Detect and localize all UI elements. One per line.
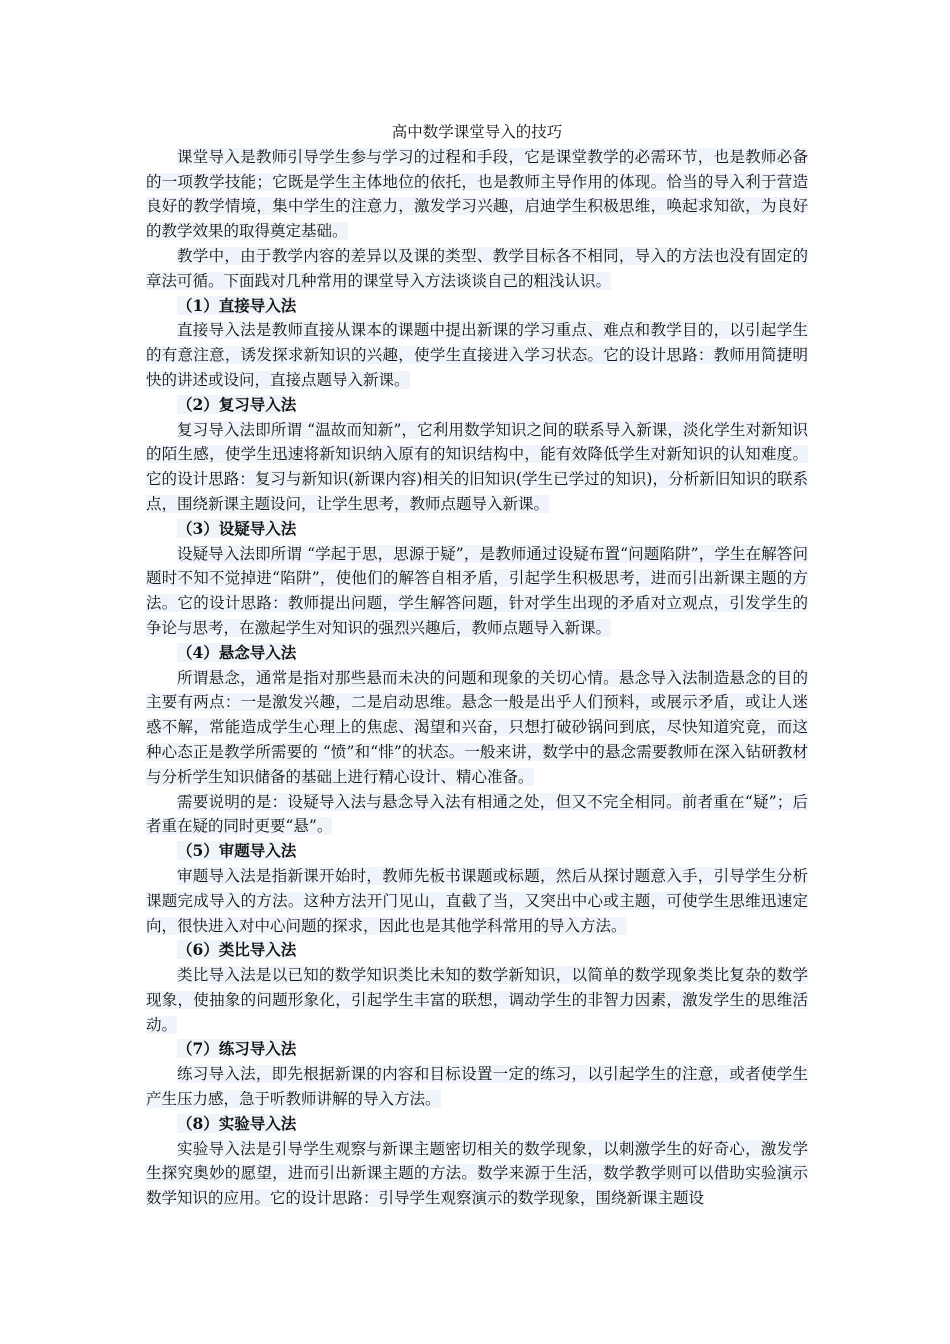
paragraph-text: 复习导入法即所谓 “温故而知新”，它利用数学知识之间的联系导入新课，淡化学生对新知识的陌生感，使学生迅速将新知识纳入原有的知识结构中，能有效降低学生对新知识的认知难度。它的设计思路：复习与新知识(新课内容)相关的旧知识(学生已学过的知识)，分析新旧知识的联系点，围绕新课主题设问，让学生思考，教师点题导入新课。 bbox=[146, 420, 808, 513]
paragraph-text: 练习导入法，即先根据新课的内容和目标设置一定的练习，以引起学生的注意，或者使学生产生压力感，急于听教师讲解的导入方法。 bbox=[146, 1065, 808, 1109]
heading-text: （4）悬念导入法 bbox=[177, 642, 297, 662]
paragraph-text: 需要说明的是：设疑导入法与悬念导入法有相通之处，但又不完全相同。前者重在“疑”；后者重在疑的同时更要“悬”。 bbox=[146, 792, 808, 836]
heading-text: （6）类比导入法 bbox=[177, 940, 297, 960]
heading-text: （5）审题导入法 bbox=[177, 841, 297, 861]
intro-paragraph-2 bbox=[146, 244, 808, 294]
section-heading-1 bbox=[146, 294, 808, 319]
heading-text: （1）直接导入法 bbox=[177, 295, 297, 315]
paragraph-text: 所谓悬念，通常是指对那些悬而未决的问题和现象的关切心情。悬念导入法制造悬念的目的主要有两点：一是激发兴趣，二是启动思维。悬念一般是出乎人们预料，或展示矛盾，或让人迷惑不解，常能造成学生心理上的焦虑、渴望和兴奋，只想打破砂锅问到底，尽快知道究竟，而这种心态正是教学所需要的 “愤”和“悱”的状态。一般来讲，数学中的悬念需要教师在深入钻研教材与分析学生知识储备的基础上进行精心设计、精心准备。 bbox=[146, 668, 808, 786]
heading-text: （3）设疑导入法 bbox=[177, 518, 297, 538]
section-4-paragraph-2 bbox=[146, 790, 808, 840]
paragraph-text: 教学中，由于教学内容的差异以及课的类型、教学目标各不相同，导入的方法也没有固定的章法可循。下面践对几种常用的课堂导入方法谈谈自己的粗浅认识。 bbox=[146, 246, 808, 290]
section-heading-6 bbox=[146, 938, 808, 963]
section-6-paragraph-1 bbox=[146, 963, 808, 1037]
section-heading-4 bbox=[146, 641, 808, 666]
section-heading-5 bbox=[146, 839, 808, 864]
section-4-paragraph-1 bbox=[146, 666, 808, 790]
document-page bbox=[146, 120, 808, 1211]
section-heading-7 bbox=[146, 1037, 808, 1062]
paragraph-text: 实验导入法是引导学生观察与新课主题密切相关的数学现象，以刺激学生的好奇心，激发学生探究奥妙的愿望，进而引出新课主题的方法。数学来源于生活，数学教学则可以借助实验演示数学知识的应用。它的设计思路：引导学生观察演示的数学现象，围绕新课主题设 bbox=[146, 1139, 808, 1208]
paragraph-text: 直接导入法是教师直接从课本的课题中提出新课的学习重点、难点和教学目的，以引起学生的有意注意，诱发探求新知识的兴趣，使学生直接进入学习状态。它的设计思路：教师用简捷明快的讲述或设问，直接点题导入新课。 bbox=[146, 321, 808, 389]
section-heading-2 bbox=[146, 393, 808, 418]
heading-text: （7）练习导入法 bbox=[177, 1039, 297, 1059]
section-heading-8 bbox=[146, 1112, 808, 1137]
paragraph-text: 审题导入法是指新课开始时，教师先板书课题或标题，然后从探讨题意入手，引导学生分析课题完成导入的方法。这种方法开门见山，直截了当，又突出中心或主题，可使学生思维迅速定向，很快进入对中心问题的探求，因此也是其他学科常用的导入方法。 bbox=[146, 866, 808, 935]
heading-text: （2）复习导入法 bbox=[177, 394, 297, 414]
section-7-paragraph-1 bbox=[146, 1062, 808, 1112]
section-1-paragraph-1 bbox=[146, 318, 808, 392]
paragraph-text: 课堂导入是教师引导学生参与学习的过程和手段，它是课堂教学的必需环节，也是教师必备的一项教学技能；它既是学生主体地位的依托，也是教师主导作用的体现。恰当的导入利于营造良好的教学情境，集中学生的注意力，激发学习兴趣，启迪学生积极思维，唤起求知欲，为良好的教学效果的取得奠定基础。 bbox=[146, 147, 808, 241]
paragraph-text: 类比导入法是以已知的数学知识类比未知的数学新知识，以简单的数学现象类比复杂的数学现象，使抽象的问题形象化，引起学生丰富的联想，调动学生的非智力因素，激发学生的思维活动。 bbox=[146, 966, 808, 1034]
section-2-paragraph-1 bbox=[146, 418, 808, 517]
document-title: 高中数学课堂导入的技巧 bbox=[391, 123, 563, 141]
section-5-paragraph-1 bbox=[146, 864, 808, 938]
intro-paragraph-1 bbox=[146, 145, 808, 244]
paragraph-text: 设疑导入法即所谓 “学起于思，思源于疑”，是教师通过设疑布置“问题陷阱”，学生在解答问题时不知不觉掉进“陷阱”，使他们的解答自相矛盾，引起学生积极思考，进而引出新课主题的方法。它的设计思路：教师提出问题，学生解答问题，针对学生出现的矛盾对立观点，引发学生的争论与思考，在激起学生对知识的强烈兴趣后，教师点题导入新课。 bbox=[146, 544, 808, 637]
section-heading-3 bbox=[146, 517, 808, 542]
section-3-paragraph-1 bbox=[146, 542, 808, 641]
section-8-paragraph-1 bbox=[146, 1137, 808, 1211]
heading-text: （8）实验导入法 bbox=[177, 1113, 297, 1133]
